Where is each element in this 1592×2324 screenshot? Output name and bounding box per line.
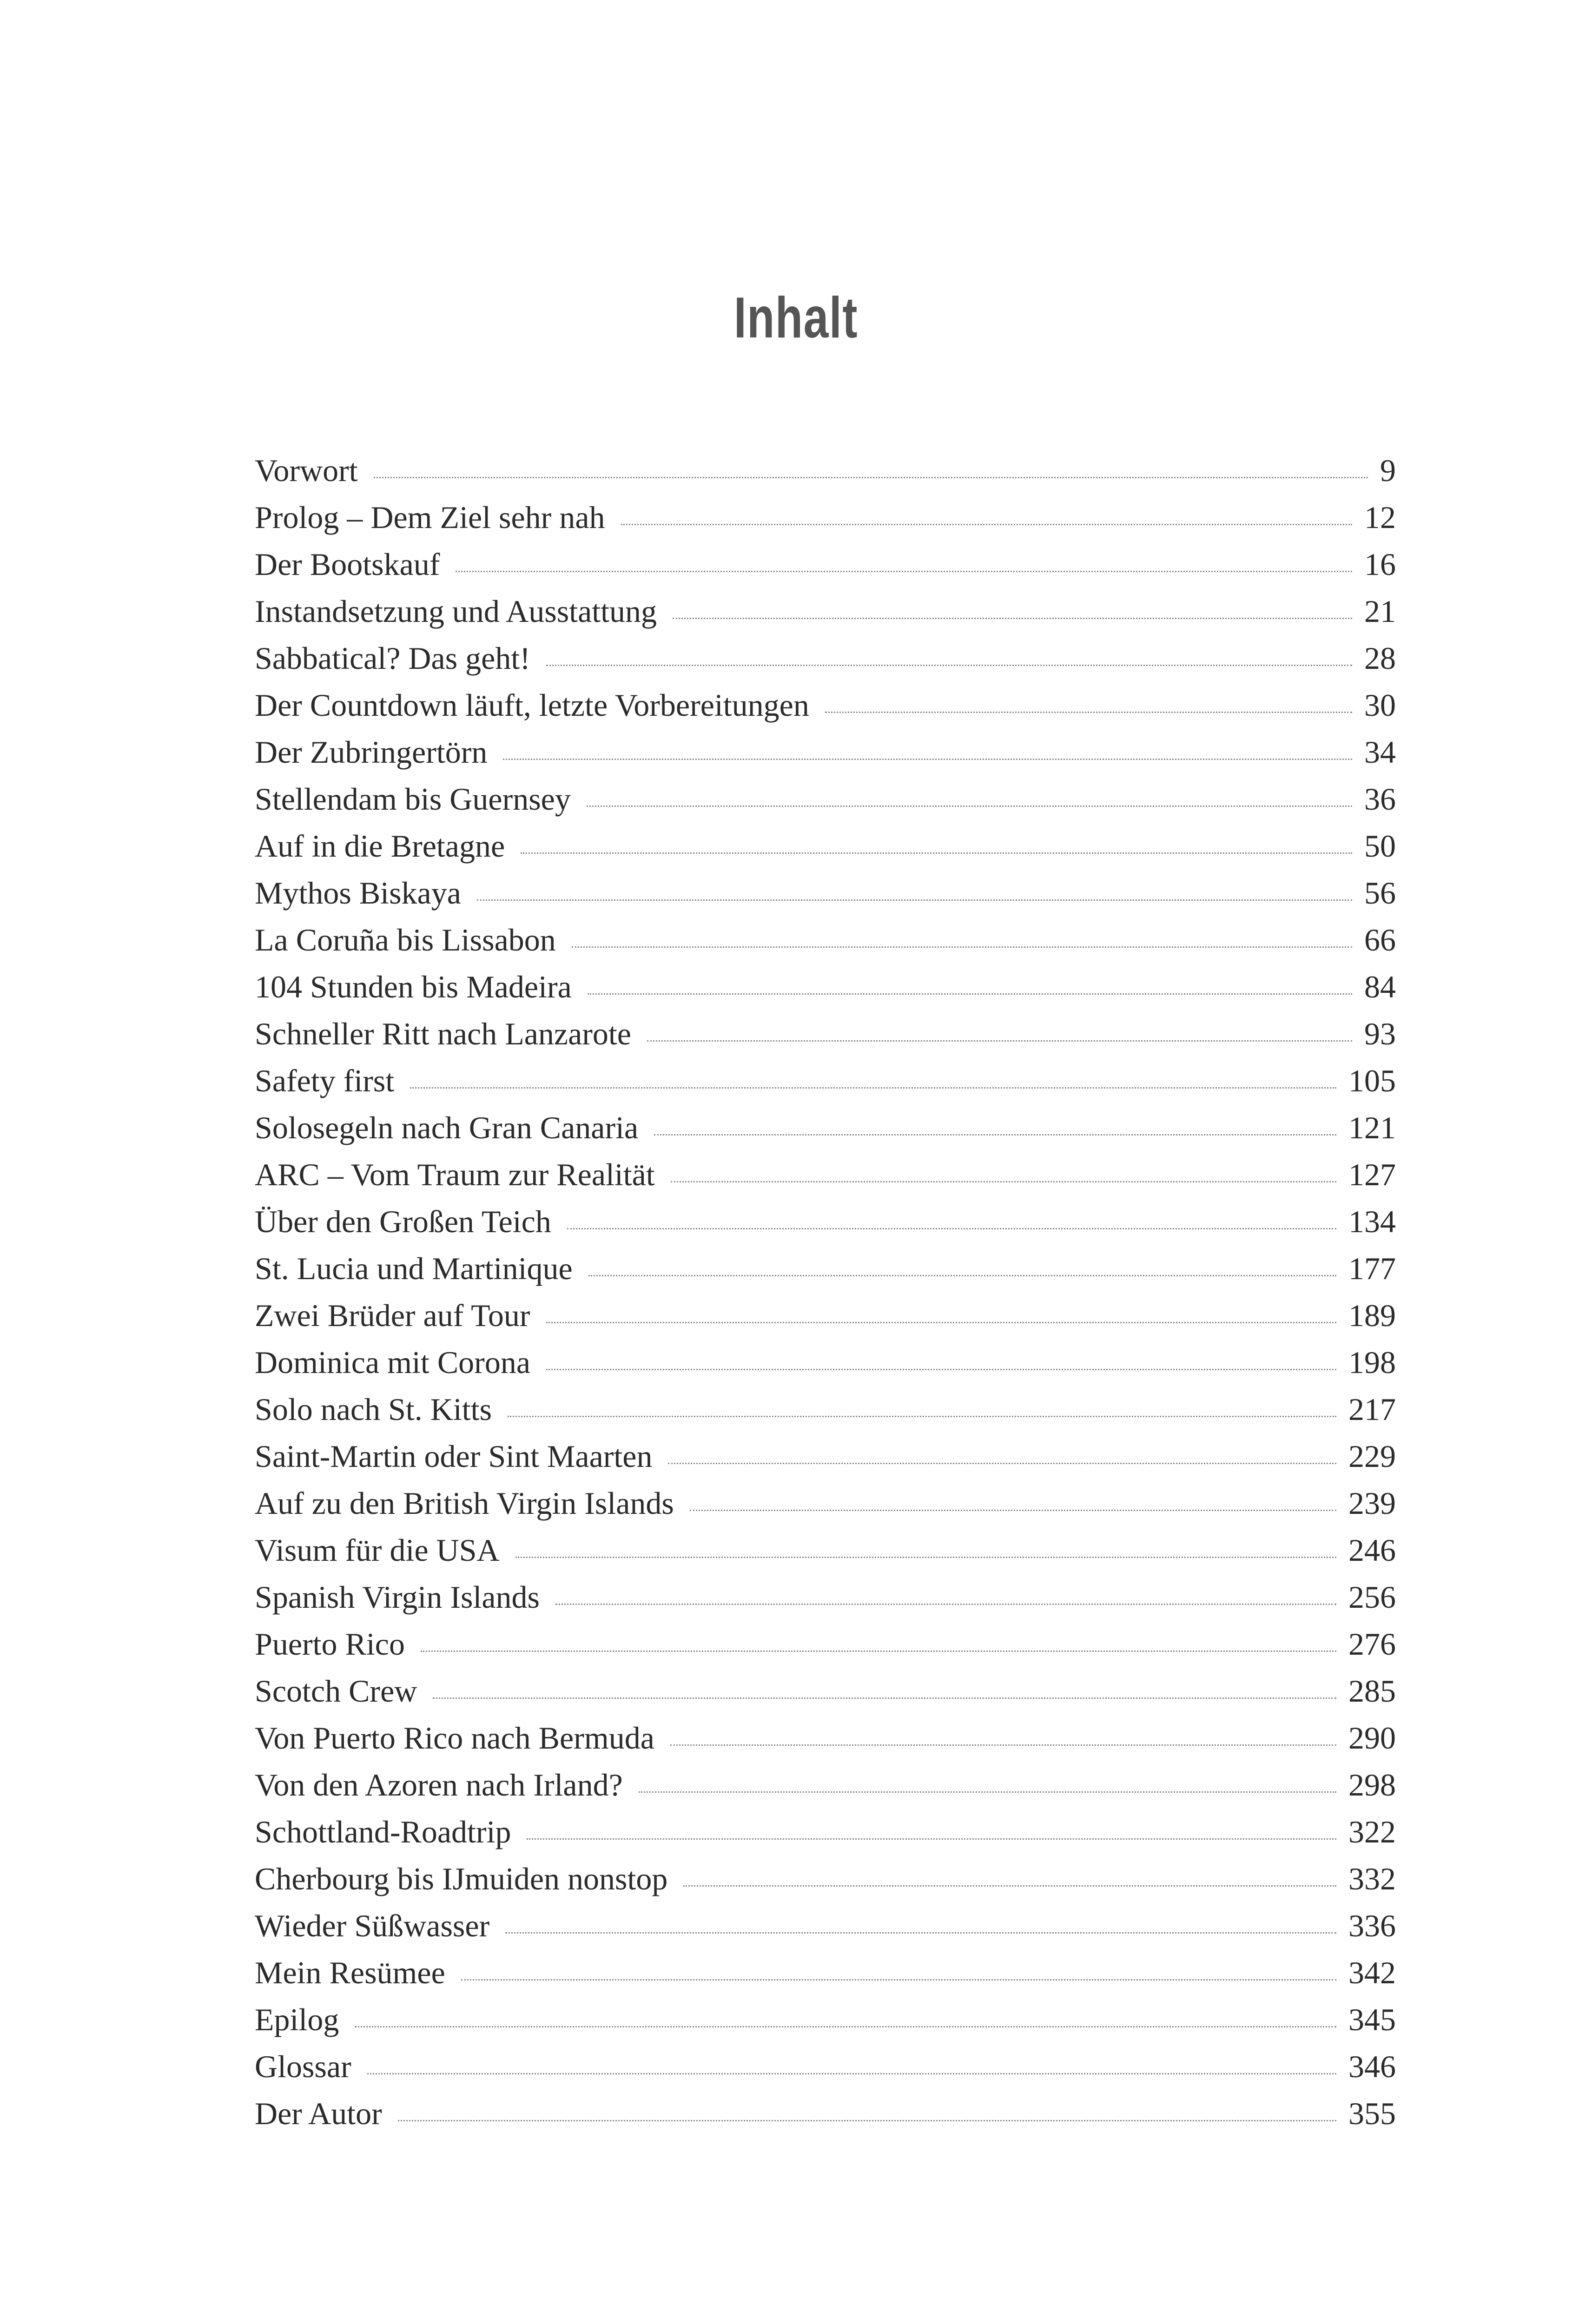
toc-entry-page-number: 9 — [1380, 453, 1396, 488]
toc-entry — [255, 1996, 1396, 2043]
dot-leader — [456, 571, 1352, 572]
toc-entry-page-number: 355 — [1348, 2096, 1396, 2131]
toc-entry — [255, 1339, 1396, 1386]
toc-entry — [255, 1902, 1396, 1949]
toc-entry — [255, 1809, 1396, 1855]
dot-leader — [825, 712, 1352, 713]
toc-entry-page-number: 229 — [1348, 1439, 1396, 1474]
toc-entry-page-number: 332 — [1348, 1861, 1396, 1896]
toc-entry-title: Safety first — [255, 1063, 395, 1098]
dot-leader — [639, 1791, 1336, 1793]
toc-entry-page-number: 93 — [1364, 1016, 1396, 1051]
dot-leader — [477, 899, 1352, 901]
dot-leader — [374, 477, 1368, 478]
toc-entry-title: Vorwort — [255, 453, 358, 488]
dot-leader — [421, 1651, 1336, 1652]
toc-entry-page-number: 21 — [1364, 594, 1396, 629]
toc-entry-page-number: 34 — [1364, 734, 1396, 770]
toc-entry — [255, 1245, 1396, 1292]
toc-entry — [255, 823, 1396, 870]
toc-entry — [255, 1433, 1396, 1480]
toc-entry-title: Instandsetzung und Ausstattung — [255, 594, 657, 629]
toc-entry-page-number: 217 — [1348, 1392, 1396, 1427]
toc-entry-title: Solosegeln nach Gran Canaria — [255, 1110, 639, 1145]
dot-leader — [508, 1416, 1336, 1417]
dot-leader — [433, 1697, 1336, 1699]
toc-entry-title: Glossar — [255, 2049, 351, 2084]
toc-entry-title: Schottland-Roadtrip — [255, 1814, 511, 1849]
toc-entry-page-number: 336 — [1348, 1908, 1396, 1943]
dot-leader — [546, 1322, 1336, 1323]
toc-entry-title: Solo nach St. Kitts — [255, 1392, 492, 1427]
toc-entry-page-number: 50 — [1364, 828, 1396, 864]
dot-leader — [527, 1838, 1336, 1840]
toc-entry-title: Der Zubringertörn — [255, 734, 488, 770]
toc-entry-title: Zwei Brüder auf Tour — [255, 1298, 530, 1333]
toc-entry-page-number: 189 — [1348, 1298, 1396, 1333]
dot-leader — [503, 759, 1352, 760]
toc-entry-title: Prolog – Dem Ziel sehr nah — [255, 500, 605, 535]
toc-entry-page-number: 56 — [1364, 875, 1396, 911]
dot-leader — [515, 1557, 1336, 1558]
toc-entry-title: Der Countdown läuft, letzte Vorbereitungen — [255, 687, 809, 723]
dot-leader — [670, 1744, 1336, 1746]
toc-entry — [255, 870, 1396, 917]
dot-leader — [668, 1463, 1336, 1464]
toc-entry-title: Auf in die Bretagne — [255, 828, 505, 864]
toc-entry-title: Stellendam bis Guernsey — [255, 781, 571, 817]
toc-entry-page-number: 12 — [1364, 500, 1396, 535]
toc-entry-title: Der Bootskauf — [255, 547, 440, 582]
toc-entry-page-number: 134 — [1348, 1204, 1396, 1239]
toc-entry-page-number: 30 — [1364, 687, 1396, 723]
dot-leader — [647, 1040, 1352, 1042]
toc-entry — [255, 447, 1396, 494]
toc-entry-page-number: 276 — [1348, 1626, 1396, 1662]
toc-entry — [255, 682, 1396, 729]
dot-leader — [461, 1979, 1336, 1981]
toc-entry — [255, 1949, 1396, 1996]
toc-entry-page-number: 290 — [1348, 1720, 1396, 1756]
toc-entry — [255, 1480, 1396, 1527]
toc-entry — [255, 964, 1396, 1010]
toc-entry-page-number: 127 — [1348, 1157, 1396, 1192]
toc-entry — [255, 1057, 1396, 1104]
toc-entry-page-number: 121 — [1348, 1110, 1396, 1145]
toc-entry-title: Cherbourg bis IJmuiden nonstop — [255, 1861, 668, 1896]
dot-leader — [588, 1275, 1336, 1276]
toc-entry-page-number: 66 — [1364, 922, 1396, 957]
dot-leader — [521, 852, 1352, 854]
toc-entry-title: Von Puerto Rico nach Bermuda — [255, 1720, 654, 1756]
dot-leader — [367, 2073, 1336, 2074]
toc-entry-page-number: 239 — [1348, 1486, 1396, 1521]
toc-entry-page-number: 342 — [1348, 1955, 1396, 1990]
toc-entry-title: La Coruña bis Lissabon — [255, 922, 556, 957]
toc-entry-page-number: 105 — [1348, 1063, 1396, 1098]
toc-entry-title: Mythos Biskaya — [255, 875, 461, 911]
toc-entry — [255, 2043, 1396, 2090]
dot-leader — [505, 1932, 1336, 1934]
toc-entry — [255, 1574, 1396, 1621]
toc-entry — [255, 1715, 1396, 1762]
toc-entry-page-number: 36 — [1364, 781, 1396, 817]
dot-leader — [671, 1181, 1336, 1182]
dot-leader — [588, 993, 1352, 995]
toc-entry — [255, 1010, 1396, 1057]
dot-leader — [355, 2026, 1336, 2027]
toc-entry-title: Über den Großen Teich — [255, 1204, 551, 1239]
toc-entry-page-number: 322 — [1348, 1814, 1396, 1849]
toc-entry-title: Von den Azoren nach Irland? — [255, 1767, 623, 1802]
toc-entry — [255, 729, 1396, 776]
table-of-contents — [255, 447, 1396, 2137]
toc-entry-title: ARC – Vom Traum zur Realität — [255, 1157, 655, 1192]
toc-entry-page-number: 177 — [1348, 1251, 1396, 1286]
toc-entry-page-number: 246 — [1348, 1532, 1396, 1568]
toc-entry-page-number: 346 — [1348, 2049, 1396, 2084]
toc-entry — [255, 1762, 1396, 1809]
toc-entry — [255, 1855, 1396, 1902]
toc-entry — [255, 494, 1396, 541]
toc-entry — [255, 2090, 1396, 2137]
toc-entry-title: Schneller Ritt nach Lanzarote — [255, 1016, 631, 1051]
toc-entry-title: Der Autor — [255, 2096, 382, 2131]
dot-leader — [683, 1885, 1336, 1887]
toc-entry — [255, 776, 1396, 823]
toc-entry-title: Spanish Virgin Islands — [255, 1579, 540, 1615]
toc-entry — [255, 917, 1396, 964]
toc-entry-title: Sabbatical? Das geht! — [255, 640, 530, 676]
toc-entry-page-number: 16 — [1364, 547, 1396, 582]
toc-entry — [255, 1668, 1396, 1715]
toc-entry-page-number: 198 — [1348, 1345, 1396, 1380]
dot-leader — [572, 946, 1352, 948]
toc-entry — [255, 1198, 1396, 1245]
toc-entry — [255, 1527, 1396, 1574]
toc-entry-title: Mein Resümee — [255, 1955, 445, 1990]
toc-entry-title: Puerto Rico — [255, 1626, 405, 1662]
toc-entry — [255, 588, 1396, 635]
dot-leader — [398, 2120, 1336, 2121]
dot-leader — [621, 524, 1352, 525]
toc-entry-title: Auf zu den British Virgin Islands — [255, 1486, 674, 1521]
dot-leader — [546, 1369, 1336, 1370]
toc-entry-page-number: 256 — [1348, 1579, 1396, 1615]
toc-entry-page-number: 28 — [1364, 640, 1396, 676]
dot-leader — [690, 1510, 1336, 1511]
toc-entry-page-number: 285 — [1348, 1673, 1396, 1709]
dot-leader — [654, 1134, 1336, 1136]
toc-entry-page-number: 298 — [1348, 1767, 1396, 1802]
toc-entry-title: Dominica mit Corona — [255, 1345, 531, 1380]
toc-entry-page-number: 84 — [1364, 969, 1396, 1004]
toc-entry-title: Epilog — [255, 2002, 339, 2037]
dot-leader — [546, 665, 1352, 666]
dot-leader — [587, 805, 1352, 807]
toc-entry-title: Scotch Crew — [255, 1673, 417, 1709]
toc-entry-title: St. Lucia und Martinique — [255, 1251, 573, 1286]
dot-leader — [567, 1228, 1336, 1229]
toc-entry — [255, 1104, 1396, 1151]
toc-entry — [255, 541, 1396, 588]
dot-leader — [673, 618, 1352, 619]
toc-entry-title: Wieder Süßwasser — [255, 1908, 490, 1943]
toc-entry-title: 104 Stunden bis Madeira — [255, 969, 572, 1004]
dot-leader — [555, 1604, 1336, 1605]
toc-entry — [255, 1386, 1396, 1433]
dot-leader — [410, 1087, 1336, 1089]
toc-entry — [255, 1292, 1396, 1339]
toc-entry — [255, 1621, 1396, 1668]
toc-entry-title: Visum für die USA — [255, 1532, 500, 1568]
toc-entry-page-number: 345 — [1348, 2002, 1396, 2037]
toc-entry-title: Saint-Martin oder Sint Maarten — [255, 1439, 653, 1474]
toc-entry — [255, 1151, 1396, 1198]
toc-entry — [255, 635, 1396, 682]
page-title: Inhalt — [733, 286, 859, 350]
